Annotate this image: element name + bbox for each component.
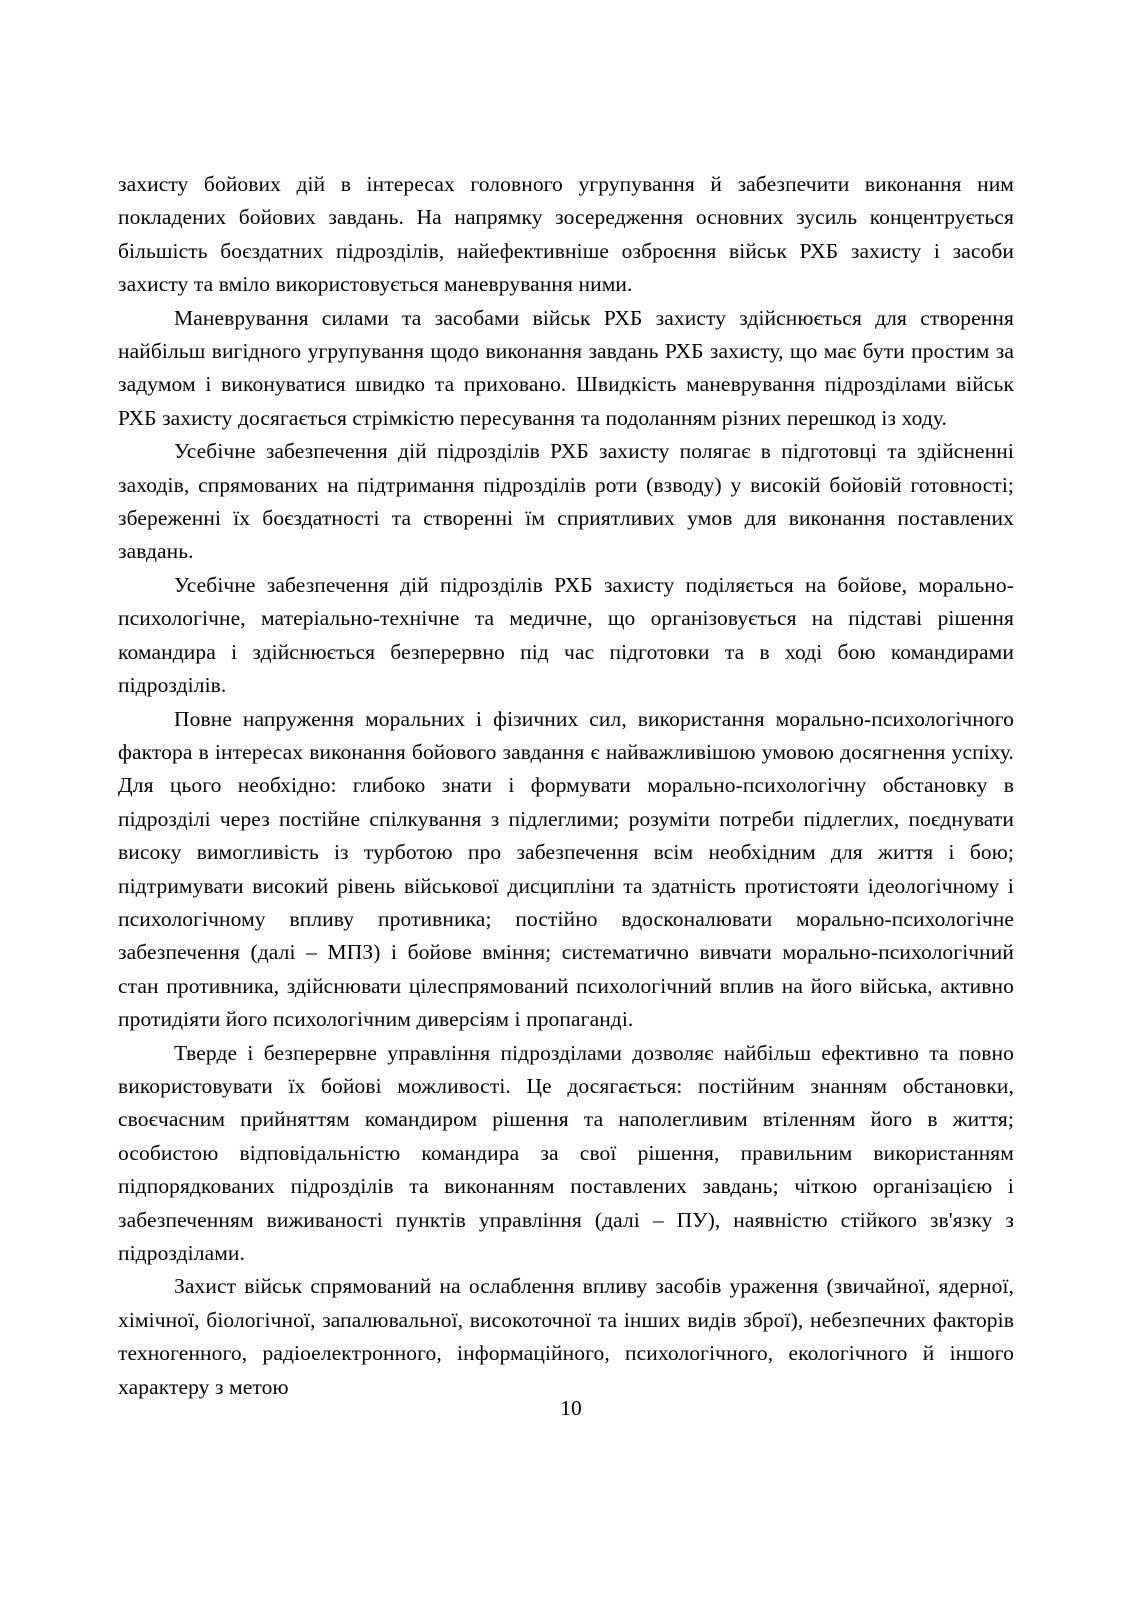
paragraph: Повне напруження моральних і фізичних сил, використання морально-психологічного фактора в інтересах виконання бойового завдання є найважливішою умовою досягнення успіху. Для цього необхідно: глибоко знати і формувати морально-психологічну обстановку в підрозділі через постійне спілкування з підлеглими; розуміти потреби підлеглих, поєднувати високу вимогливість із турботою про забезпечення всім необхідним для життя і бою; підтримувати високий рівень військової дисципліни та здатність протистояти ідеологічному і психологічному впливу противника; постійно вдосконалювати морально-психологічне забезпечення (далі – МПЗ) і бойове вміння; систематично вивчати морально-психологічний стан противника, здійснювати цілеспрямований психологічний вплив на його війська, активно протидіяти його психологічним диверсіям і пропаганді. [118,706,1014,1032]
paragraph: захисту бойових дій в інтересах головного угрупування й забезпечити виконання ним покладених бойових завдань. На напрямку зосередження основних зусиль концентрується більшість боєздатних підрозділів, найефективніше озброєння військ РХБ захисту і засоби захисту та вміло використовується маневрування ними. [118,172,1014,297]
paragraph: Захист військ спрямований на ослаблення впливу засобів ураження (звичайної, ядерної, хімічної, біологічної, запалювальної, високоточної та інших видів зброї), небезпечних факторів техногенного, радіоелектронного, інформаційного, психологічного, екологічного й іншого характеру з метою [118,1274,1014,1399]
paragraph: Усебічне забезпечення дій підрозділів РХБ захисту поділяється на бойове, морально-психологічне, матеріально-технічне та медичне, що організовується на підставі рішення командира і здійснюється безперервно під час підготовки та в ході бою командирами підрозділів. [118,572,1014,698]
paragraph: Маневрування силами та засобами військ РХБ захисту здійснюється для створення найбільш вигідного угрупування щодо виконання завдань РХБ захисту, що має бути простим за задумом і виконуватися швидко та приховано. Швидкість маневрування підрозділами військ РХБ захисту досягається стрімкістю пересування та подоланням різних перешкод із ходу. [118,305,1014,430]
paragraph: Усебічне забезпечення дій підрозділів РХБ захисту полягає в підготовці та здійсненні заходів, спрямованих на підтримання підрозділів роти (взводу) у високій бойовій готовності; збереженні їх боєздатності та створенні їм сприятливих умов для виконання поставлених завдань. [118,439,1014,564]
paragraph: Тверде і безперервне управління підрозділами дозволяє найбільш ефективно та повно використовувати їх бойові можливості. Це досягається: постійним знанням обстановки, своєчасним прийняттям командиром рішення та наполегливим втіленням його в життя; особистою відповідальністю командира за свої рішення, правильним використанням підпорядкованих підрозділів та виконанням поставлених завдань; чіткою організацією і забезпеченням виживаності пунктів управління (далі – ПУ), наявністю стійкого зв'язку з підрозділами. [118,1040,1014,1265]
page-number: 10 [560,1396,582,1420]
page-body [118,168,1014,1404]
